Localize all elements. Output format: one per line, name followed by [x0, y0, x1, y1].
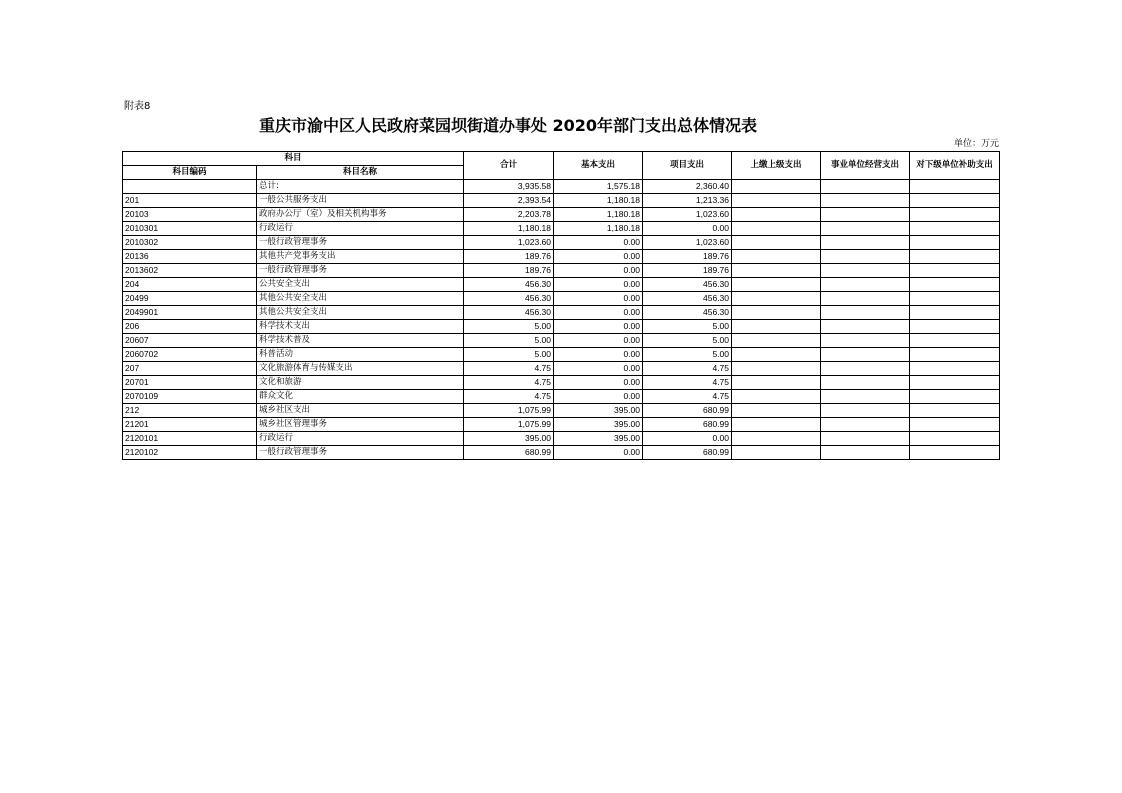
- business-cell: [821, 432, 910, 446]
- basic-cell: 0.00: [554, 362, 643, 376]
- header-project: 项目支出: [643, 152, 732, 180]
- business-cell: [821, 194, 910, 208]
- attachment-label: 附表8: [124, 101, 151, 112]
- business-cell: [821, 292, 910, 306]
- total-cell: 1,075.99: [464, 418, 554, 432]
- page-title: 重庆市渝中区人民政府菜园坝街道办事处 2020年部门支出总体情况表: [258, 116, 758, 135]
- upper-pay-cell: [732, 446, 821, 460]
- total-cell: 680.99: [464, 446, 554, 460]
- upper-pay-cell: [732, 250, 821, 264]
- project-cell: 1,213.36: [643, 194, 732, 208]
- header-business: 事业单位经营支出: [821, 152, 910, 180]
- subject-name-cell: 文化旅游体育与传媒支出: [257, 362, 464, 376]
- total-cell: 456.30: [464, 306, 554, 320]
- basic-cell: 0.00: [554, 306, 643, 320]
- total-cell: 456.30: [464, 278, 554, 292]
- upper-pay-cell: [732, 432, 821, 446]
- total-cell: 189.76: [464, 264, 554, 278]
- subject-code-cell: 2010301: [123, 222, 257, 236]
- subject-code-cell: 2060702: [123, 348, 257, 362]
- table-row: [123, 278, 1000, 292]
- project-cell: 5.00: [643, 334, 732, 348]
- subject-name-cell: 群众文化: [257, 390, 464, 404]
- upper-pay-cell: [732, 362, 821, 376]
- subject-code-cell: 212: [123, 404, 257, 418]
- upper-pay-cell: [732, 208, 821, 222]
- subject-name-cell: 一般行政管理事务: [257, 236, 464, 250]
- subject-code-cell: 206: [123, 320, 257, 334]
- subject-name-cell: 其他公共安全支出: [257, 306, 464, 320]
- upper-pay-cell: [732, 264, 821, 278]
- total-cell: 1,075.99: [464, 404, 554, 418]
- header-subject-code: 科目编码: [123, 166, 257, 180]
- subsidy-cell: [910, 208, 1000, 222]
- subject-code-cell: 2010302: [123, 236, 257, 250]
- upper-pay-cell: [732, 376, 821, 390]
- subsidy-cell: [910, 194, 1000, 208]
- project-cell: 189.76: [643, 250, 732, 264]
- subject-code-cell: 2120102: [123, 446, 257, 460]
- subject-code-cell: 2070109: [123, 390, 257, 404]
- subsidy-cell: [910, 404, 1000, 418]
- subject-name-cell: 其他公共安全支出: [257, 292, 464, 306]
- table-body: [123, 180, 1000, 460]
- basic-cell: 0.00: [554, 278, 643, 292]
- basic-cell: 395.00: [554, 418, 643, 432]
- business-cell: [821, 320, 910, 334]
- project-cell: 1,023.60: [643, 208, 732, 222]
- project-cell: 456.30: [643, 306, 732, 320]
- total-cell: 1,023.60: [464, 236, 554, 250]
- upper-pay-cell: [732, 278, 821, 292]
- subsidy-cell: [910, 334, 1000, 348]
- table-row: [123, 418, 1000, 432]
- subject-name-cell: 城乡社区支出: [257, 404, 464, 418]
- subject-code-cell: [123, 180, 257, 194]
- subject-code-cell: 207: [123, 362, 257, 376]
- table-row: [123, 194, 1000, 208]
- basic-cell: 0.00: [554, 320, 643, 334]
- subject-name-cell: 行政运行: [257, 432, 464, 446]
- subject-name-cell: 一般公共服务支出: [257, 194, 464, 208]
- upper-pay-cell: [732, 306, 821, 320]
- upper-pay-cell: [732, 194, 821, 208]
- total-cell: 5.00: [464, 348, 554, 362]
- project-cell: 189.76: [643, 264, 732, 278]
- total-cell: 189.76: [464, 250, 554, 264]
- total-cell: 3,935.58: [464, 180, 554, 194]
- subsidy-cell: [910, 222, 1000, 236]
- upper-pay-cell: [732, 222, 821, 236]
- total-cell: 2,393.54: [464, 194, 554, 208]
- table-row: [123, 348, 1000, 362]
- subsidy-cell: [910, 250, 1000, 264]
- basic-cell: 0.00: [554, 250, 643, 264]
- subject-name-cell: 其他共产党事务支出: [257, 250, 464, 264]
- table-row: [123, 404, 1000, 418]
- subject-code-cell: 201: [123, 194, 257, 208]
- upper-pay-cell: [732, 390, 821, 404]
- total-cell: 5.00: [464, 334, 554, 348]
- basic-cell: 1,575.18: [554, 180, 643, 194]
- subsidy-cell: [910, 376, 1000, 390]
- subject-code-cell: 20103: [123, 208, 257, 222]
- header-subject-name: 科目名称: [257, 166, 464, 180]
- subsidy-cell: [910, 432, 1000, 446]
- business-cell: [821, 376, 910, 390]
- project-cell: 5.00: [643, 348, 732, 362]
- project-cell: 4.75: [643, 390, 732, 404]
- subject-name-cell: 一般行政管理事务: [257, 446, 464, 460]
- subject-name-cell: 公共安全支出: [257, 278, 464, 292]
- table-row: [123, 236, 1000, 250]
- basic-cell: 1,180.18: [554, 194, 643, 208]
- business-cell: [821, 348, 910, 362]
- basic-cell: 0.00: [554, 390, 643, 404]
- subject-name-cell: 一般行政管理事务: [257, 264, 464, 278]
- subject-code-cell: 20701: [123, 376, 257, 390]
- business-cell: [821, 264, 910, 278]
- business-cell: [821, 236, 910, 250]
- table-row: [123, 334, 1000, 348]
- subject-name-cell: 城乡社区管理事务: [257, 418, 464, 432]
- subject-name-cell: 科学技术支出: [257, 320, 464, 334]
- table-row: [123, 446, 1000, 460]
- business-cell: [821, 222, 910, 236]
- project-cell: 1,023.60: [643, 236, 732, 250]
- unit-label: 单位：万元: [953, 139, 999, 149]
- subsidy-cell: [910, 348, 1000, 362]
- basic-cell: 0.00: [554, 446, 643, 460]
- subsidy-cell: [910, 362, 1000, 376]
- table-row: [123, 222, 1000, 236]
- subject-name-cell: 科学技术普及: [257, 334, 464, 348]
- basic-cell: 0.00: [554, 236, 643, 250]
- table-row: [123, 390, 1000, 404]
- subsidy-cell: [910, 180, 1000, 194]
- business-cell: [821, 250, 910, 264]
- subject-code-cell: 2120101: [123, 432, 257, 446]
- basic-cell: 1,180.18: [554, 222, 643, 236]
- business-cell: [821, 418, 910, 432]
- project-cell: 456.30: [643, 278, 732, 292]
- business-cell: [821, 334, 910, 348]
- subject-code-cell: 2049901: [123, 306, 257, 320]
- project-cell: 456.30: [643, 292, 732, 306]
- total-cell: 395.00: [464, 432, 554, 446]
- total-cell: 4.75: [464, 376, 554, 390]
- upper-pay-cell: [732, 236, 821, 250]
- subject-name-cell: 行政运行: [257, 222, 464, 236]
- project-cell: 2,360.40: [643, 180, 732, 194]
- upper-pay-cell: [732, 180, 821, 194]
- subsidy-cell: [910, 418, 1000, 432]
- table-row: [123, 264, 1000, 278]
- project-cell: 5.00: [643, 320, 732, 334]
- business-cell: [821, 278, 910, 292]
- subject-code-cell: 204: [123, 278, 257, 292]
- subject-name-cell: 总计:: [257, 180, 464, 194]
- basic-cell: 0.00: [554, 264, 643, 278]
- subsidy-cell: [910, 278, 1000, 292]
- table-row: [123, 362, 1000, 376]
- header-upper-pay: 上缴上级支出: [732, 152, 821, 180]
- subsidy-cell: [910, 446, 1000, 460]
- header-subject: 科目: [123, 152, 464, 166]
- table-row: [123, 376, 1000, 390]
- project-cell: 0.00: [643, 432, 732, 446]
- table-row: [123, 180, 1000, 194]
- upper-pay-cell: [732, 292, 821, 306]
- total-cell: 4.75: [464, 362, 554, 376]
- project-cell: 680.99: [643, 418, 732, 432]
- header-total: 合计: [464, 152, 554, 180]
- subsidy-cell: [910, 320, 1000, 334]
- subsidy-cell: [910, 264, 1000, 278]
- total-cell: 5.00: [464, 320, 554, 334]
- basic-cell: 0.00: [554, 292, 643, 306]
- basic-cell: 395.00: [554, 404, 643, 418]
- table-row: [123, 250, 1000, 264]
- upper-pay-cell: [732, 404, 821, 418]
- business-cell: [821, 208, 910, 222]
- header-basic: 基本支出: [554, 152, 643, 180]
- expenditure-table: [122, 151, 1000, 460]
- table-row: [123, 320, 1000, 334]
- subsidy-cell: [910, 390, 1000, 404]
- upper-pay-cell: [732, 418, 821, 432]
- subsidy-cell: [910, 236, 1000, 250]
- business-cell: [821, 390, 910, 404]
- basic-cell: 0.00: [554, 376, 643, 390]
- total-cell: 2,203.78: [464, 208, 554, 222]
- basic-cell: 0.00: [554, 348, 643, 362]
- total-cell: 456.30: [464, 292, 554, 306]
- upper-pay-cell: [732, 348, 821, 362]
- subject-name-cell: 文化和旅游: [257, 376, 464, 390]
- project-cell: 680.99: [643, 446, 732, 460]
- table-row: [123, 306, 1000, 320]
- basic-cell: 395.00: [554, 432, 643, 446]
- project-cell: 4.75: [643, 362, 732, 376]
- business-cell: [821, 362, 910, 376]
- subsidy-cell: [910, 306, 1000, 320]
- project-cell: 4.75: [643, 376, 732, 390]
- table-row: [123, 432, 1000, 446]
- basic-cell: 1,180.18: [554, 208, 643, 222]
- subject-name-cell: 政府办公厅（室）及相关机构事务: [257, 208, 464, 222]
- subsidy-cell: [910, 292, 1000, 306]
- upper-pay-cell: [732, 320, 821, 334]
- table-row: [123, 292, 1000, 306]
- subject-name-cell: 科普活动: [257, 348, 464, 362]
- subject-code-cell: 21201: [123, 418, 257, 432]
- subject-code-cell: 20499: [123, 292, 257, 306]
- basic-cell: 0.00: [554, 334, 643, 348]
- table-row: [123, 208, 1000, 222]
- business-cell: [821, 446, 910, 460]
- header-subsidy: 对下级单位补助支出: [910, 152, 1000, 180]
- subject-code-cell: 20607: [123, 334, 257, 348]
- subject-code-cell: 2013602: [123, 264, 257, 278]
- subject-code-cell: 20136: [123, 250, 257, 264]
- upper-pay-cell: [732, 334, 821, 348]
- business-cell: [821, 180, 910, 194]
- total-cell: 4.75: [464, 390, 554, 404]
- total-cell: 1,180.18: [464, 222, 554, 236]
- business-cell: [821, 404, 910, 418]
- project-cell: 680.99: [643, 404, 732, 418]
- business-cell: [821, 306, 910, 320]
- project-cell: 0.00: [643, 222, 732, 236]
